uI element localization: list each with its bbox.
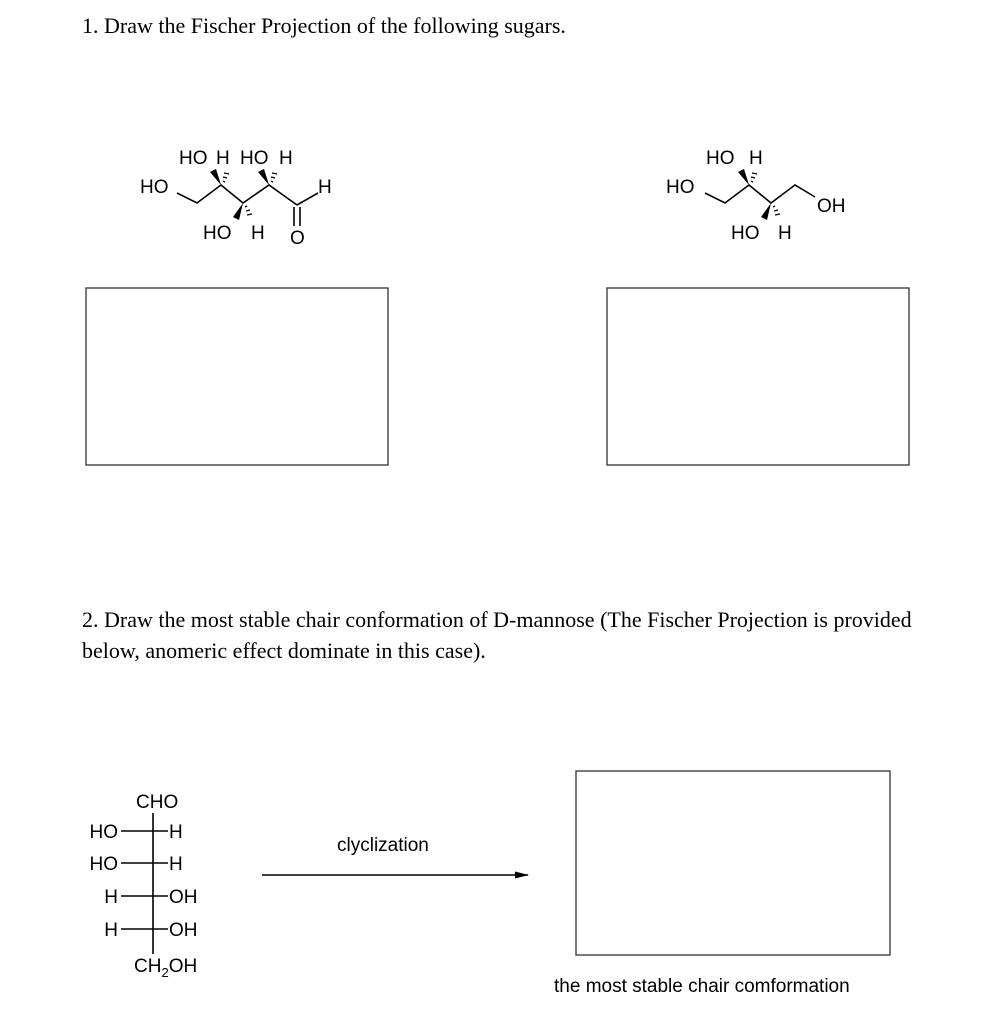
answer-box-right[interactable] <box>607 288 909 465</box>
answer-box-chair[interactable] <box>576 771 890 955</box>
left-wedge-c3 <box>233 203 243 220</box>
fischer-row-1-left: HO <box>89 822 118 843</box>
left-wedge-c2 <box>210 169 221 185</box>
right-zigzag-chain <box>705 185 815 203</box>
fischer-row-4-right: OH <box>169 920 198 941</box>
right-label-ho-c2: HO <box>706 148 735 169</box>
fischer-row-2-left: HO <box>89 854 118 875</box>
molecule-right <box>666 148 846 244</box>
left-bond-to-h <box>297 193 318 205</box>
fischer-projection <box>90 792 198 980</box>
fischer-bottom-label: $CH_2OH$ <box>134 956 198 980</box>
right-label-ho-end: HO <box>666 177 695 198</box>
left-hash-c2 <box>223 173 229 182</box>
right-label-h-c2: H <box>749 148 763 169</box>
right-hash-c3 <box>773 206 780 215</box>
right-label-oh-end: OH <box>817 196 846 217</box>
left-wedge-c4 <box>258 169 269 185</box>
fischer-row-2-right: H <box>169 854 183 875</box>
left-label-ho-c3: HO <box>203 223 232 244</box>
left-hash-c3 <box>245 206 252 215</box>
fischer-row-3-left: H <box>104 887 118 908</box>
left-label-o-ald: O <box>290 228 305 249</box>
right-label-ho-c3: HO <box>731 223 760 244</box>
left-label-h-c3: H <box>251 223 265 244</box>
left-hash-c4 <box>271 173 277 182</box>
right-label-h-c3: H <box>778 223 792 244</box>
answer-box-left[interactable] <box>86 288 388 465</box>
left-label-h-c4: H <box>279 148 293 169</box>
answer-box-caption: the most stable chair comformation <box>554 976 850 997</box>
question-2-text: 2. Draw the most stable chair conformation of D-mannose (The Fischer Projection is provided below, anomeric effect dominate in this case). <box>82 607 912 663</box>
fischer-row-4-left: H <box>104 920 118 941</box>
right-wedge-c2 <box>738 169 749 185</box>
left-label-ho-end: HO <box>140 177 169 198</box>
left-label-h-c2: H <box>216 148 230 169</box>
fischer-top-label: CHO <box>136 792 179 813</box>
question-1-text: 1. Draw the Fischer Projection of the following sugars. <box>82 13 566 38</box>
left-label-h-ald: H <box>318 177 332 198</box>
arrow-label: clyclization <box>337 835 429 856</box>
left-zigzag-chain <box>177 185 297 205</box>
left-label-ho-c4: HO <box>240 148 269 169</box>
right-hash-c2 <box>751 173 757 182</box>
left-label-ho-c2: HO <box>179 148 208 169</box>
right-wedge-c3 <box>761 203 771 220</box>
molecule-left <box>140 148 332 249</box>
fischer-row-1-right: H <box>169 822 183 843</box>
fischer-row-3-right: OH <box>169 887 198 908</box>
